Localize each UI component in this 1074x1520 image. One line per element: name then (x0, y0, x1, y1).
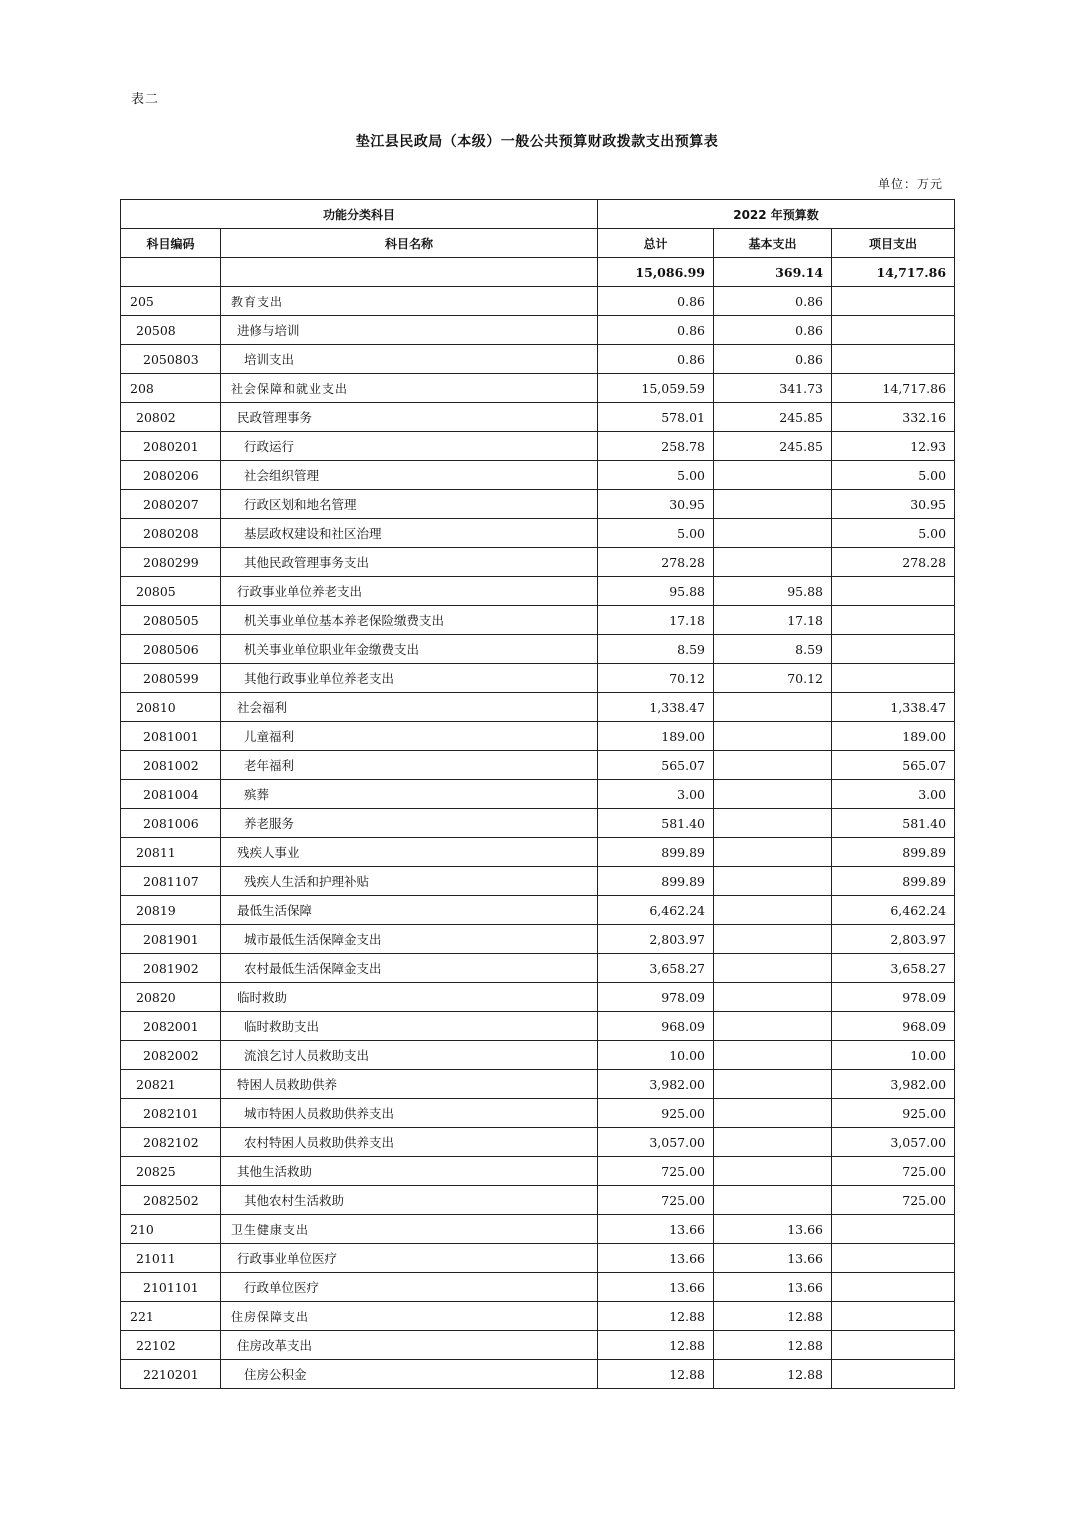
cell-name: 机关事业单位基本养老保险缴费支出 (221, 606, 598, 635)
cell-project: 189.00 (832, 722, 955, 751)
cell-project (832, 287, 955, 316)
cell-total: 2,803.97 (598, 925, 714, 954)
cell-basic (714, 490, 832, 519)
cell-basic: 17.18 (714, 606, 832, 635)
table-row (121, 1302, 955, 1331)
table-row (121, 896, 955, 925)
cell-total: 13.66 (598, 1244, 714, 1273)
cell-name: 行政运行 (221, 432, 598, 461)
cell-basic (714, 461, 832, 490)
cell-code: 2082001 (121, 1012, 221, 1041)
table-row (121, 1331, 955, 1360)
table-row (121, 287, 955, 316)
cell-basic: 341.73 (714, 374, 832, 403)
table-row (121, 954, 955, 983)
cell-code: 2080208 (121, 519, 221, 548)
cell-total: 899.89 (598, 867, 714, 896)
cell-basic (714, 519, 832, 548)
cell-name: 培训支出 (221, 345, 598, 374)
cell-project: 978.09 (832, 983, 955, 1012)
table-row (121, 1157, 955, 1186)
totals-basic-cell: 369.14 (714, 258, 832, 287)
cell-total: 12.88 (598, 1360, 714, 1389)
table-header (121, 200, 955, 258)
table-row (121, 461, 955, 490)
cell-project: 14,717.86 (832, 374, 955, 403)
cell-basic: 0.86 (714, 345, 832, 374)
cell-code: 20805 (121, 577, 221, 606)
cell-name: 老年福利 (221, 751, 598, 780)
table-row (121, 1244, 955, 1273)
cell-total: 725.00 (598, 1157, 714, 1186)
table-row (121, 838, 955, 867)
table-row (121, 606, 955, 635)
header-group-row (121, 200, 955, 229)
cell-name: 卫生健康支出 (221, 1215, 598, 1244)
cell-code: 20508 (121, 316, 221, 345)
cell-basic (714, 722, 832, 751)
cell-project (832, 606, 955, 635)
cell-code: 2082002 (121, 1041, 221, 1070)
cell-basic (714, 838, 832, 867)
table-row (121, 403, 955, 432)
header-code: 科目编码 (121, 229, 221, 258)
cell-basic (714, 983, 832, 1012)
cell-name: 残疾人事业 (221, 838, 598, 867)
cell-name: 住房公积金 (221, 1360, 598, 1389)
cell-code: 2080206 (121, 461, 221, 490)
cell-name: 养老服务 (221, 809, 598, 838)
table-row (121, 577, 955, 606)
cell-project (832, 1244, 955, 1273)
table-row (121, 1012, 955, 1041)
cell-project (832, 345, 955, 374)
cell-basic (714, 548, 832, 577)
cell-project: 10.00 (832, 1041, 955, 1070)
cell-code: 2081902 (121, 954, 221, 983)
cell-name: 教育支出 (221, 287, 598, 316)
cell-basic: 70.12 (714, 664, 832, 693)
cell-total: 95.88 (598, 577, 714, 606)
cell-name: 住房改革支出 (221, 1331, 598, 1360)
cell-basic (714, 780, 832, 809)
cell-total: 70.12 (598, 664, 714, 693)
cell-basic (714, 751, 832, 780)
cell-total: 3,658.27 (598, 954, 714, 983)
cell-total: 5.00 (598, 461, 714, 490)
cell-basic (714, 896, 832, 925)
cell-project: 5.00 (832, 519, 955, 548)
cell-code: 21011 (121, 1244, 221, 1273)
table-row (121, 664, 955, 693)
header-total: 总计 (598, 229, 714, 258)
cell-code: 20802 (121, 403, 221, 432)
cell-project: 278.28 (832, 548, 955, 577)
cell-name: 临时救助支出 (221, 1012, 598, 1041)
cell-project: 725.00 (832, 1157, 955, 1186)
header-project: 项目支出 (832, 229, 955, 258)
cell-name: 行政单位医疗 (221, 1273, 598, 1302)
header-column-row (121, 229, 955, 258)
cell-project: 1,338.47 (832, 693, 955, 722)
table-row (121, 1041, 955, 1070)
table-row (121, 548, 955, 577)
cell-name: 其他行政事业单位养老支出 (221, 664, 598, 693)
cell-code: 2081002 (121, 751, 221, 780)
cell-project: 5.00 (832, 461, 955, 490)
cell-project: 899.89 (832, 838, 955, 867)
cell-name: 农村最低生活保障金支出 (221, 954, 598, 983)
cell-basic (714, 1186, 832, 1215)
cell-code: 2080201 (121, 432, 221, 461)
cell-basic (714, 925, 832, 954)
cell-total: 10.00 (598, 1041, 714, 1070)
cell-code: 2080506 (121, 635, 221, 664)
cell-total: 3,057.00 (598, 1128, 714, 1157)
cell-total: 581.40 (598, 809, 714, 838)
totals-code-cell (121, 258, 221, 287)
table-row (121, 1215, 955, 1244)
cell-project (832, 1273, 955, 1302)
table-row (121, 345, 955, 374)
table-row (121, 374, 955, 403)
cell-project: 3,057.00 (832, 1128, 955, 1157)
cell-total: 258.78 (598, 432, 714, 461)
table-row (121, 519, 955, 548)
table-row (121, 693, 955, 722)
cell-basic (714, 1070, 832, 1099)
cell-basic (714, 1128, 832, 1157)
cell-total: 565.07 (598, 751, 714, 780)
document-title: 垫江县民政局（本级）一般公共预算财政拨款支出预算表 (355, 134, 719, 150)
cell-code: 2082502 (121, 1186, 221, 1215)
cell-name: 行政事业单位养老支出 (221, 577, 598, 606)
cell-code: 20811 (121, 838, 221, 867)
cell-total: 8.59 (598, 635, 714, 664)
budget-table (120, 199, 955, 1389)
cell-basic: 245.85 (714, 432, 832, 461)
cell-basic: 95.88 (714, 577, 832, 606)
cell-project (832, 1302, 955, 1331)
cell-name: 流浪乞讨人员救助支出 (221, 1041, 598, 1070)
cell-project: 565.07 (832, 751, 955, 780)
cell-project (832, 1331, 955, 1360)
cell-code: 2080599 (121, 664, 221, 693)
table-row (121, 1128, 955, 1157)
cell-basic (714, 1099, 832, 1128)
cell-basic: 13.66 (714, 1215, 832, 1244)
cell-project (832, 664, 955, 693)
table-body (121, 258, 955, 1389)
cell-project: 3,658.27 (832, 954, 955, 983)
table-row (121, 316, 955, 345)
cell-project (832, 316, 955, 345)
header-function-classification: 功能分类科目 (121, 200, 598, 229)
cell-name: 机关事业单位职业年金缴费支出 (221, 635, 598, 664)
cell-basic: 0.86 (714, 316, 832, 345)
cell-total: 3.00 (598, 780, 714, 809)
table-row (121, 809, 955, 838)
cell-code: 20825 (121, 1157, 221, 1186)
cell-name: 其他农村生活救助 (221, 1186, 598, 1215)
cell-name: 儿童福利 (221, 722, 598, 751)
cell-code: 2080299 (121, 548, 221, 577)
cell-code: 2080505 (121, 606, 221, 635)
cell-total: 30.95 (598, 490, 714, 519)
cell-code: 2081006 (121, 809, 221, 838)
cell-code: 2081107 (121, 867, 221, 896)
cell-total: 725.00 (598, 1186, 714, 1215)
table-row (121, 635, 955, 664)
cell-project (832, 635, 955, 664)
table-number-label: 表二 (131, 92, 160, 107)
unit-label: 单位：万元 (877, 177, 943, 191)
cell-name: 进修与培训 (221, 316, 598, 345)
cell-project: 3.00 (832, 780, 955, 809)
cell-project: 2,803.97 (832, 925, 955, 954)
cell-project: 30.95 (832, 490, 955, 519)
table-row (121, 1186, 955, 1215)
cell-total: 278.28 (598, 548, 714, 577)
cell-total: 5.00 (598, 519, 714, 548)
table-row (121, 1273, 955, 1302)
cell-name: 社会组织管理 (221, 461, 598, 490)
cell-project: 12.93 (832, 432, 955, 461)
table-row (121, 925, 955, 954)
cell-code: 20820 (121, 983, 221, 1012)
cell-project: 6,462.24 (832, 896, 955, 925)
table-row (121, 1070, 955, 1099)
cell-code: 20819 (121, 896, 221, 925)
cell-total: 899.89 (598, 838, 714, 867)
cell-project: 725.00 (832, 1186, 955, 1215)
cell-name: 临时救助 (221, 983, 598, 1012)
cell-name: 行政事业单位医疗 (221, 1244, 598, 1273)
table-row (121, 490, 955, 519)
cell-project (832, 577, 955, 606)
cell-code: 2082101 (121, 1099, 221, 1128)
cell-basic: 0.86 (714, 287, 832, 316)
cell-total: 12.88 (598, 1331, 714, 1360)
cell-code: 2101101 (121, 1273, 221, 1302)
cell-name: 基层政权建设和社区治理 (221, 519, 598, 548)
table-row (121, 867, 955, 896)
cell-name: 其他民政管理事务支出 (221, 548, 598, 577)
cell-name: 城市最低生活保障金支出 (221, 925, 598, 954)
totals-total-cell: 15,086.99 (598, 258, 714, 287)
table-row (121, 432, 955, 461)
cell-total: 578.01 (598, 403, 714, 432)
cell-project: 925.00 (832, 1099, 955, 1128)
totals-name-cell (221, 258, 598, 287)
cell-name: 殡葬 (221, 780, 598, 809)
totals-row (121, 258, 955, 287)
cell-name: 农村特困人员救助供养支出 (221, 1128, 598, 1157)
cell-basic: 13.66 (714, 1273, 832, 1302)
cell-total: 13.66 (598, 1215, 714, 1244)
cell-code: 20821 (121, 1070, 221, 1099)
cell-name: 城市特困人员救助供养支出 (221, 1099, 598, 1128)
cell-total: 17.18 (598, 606, 714, 635)
table-row (121, 780, 955, 809)
cell-basic (714, 809, 832, 838)
cell-total: 968.09 (598, 1012, 714, 1041)
cell-code: 2081004 (121, 780, 221, 809)
cell-total: 6,462.24 (598, 896, 714, 925)
cell-project: 332.16 (832, 403, 955, 432)
cell-code: 2080207 (121, 490, 221, 519)
cell-total: 0.86 (598, 316, 714, 345)
table-row (121, 1360, 955, 1389)
cell-name: 社会福利 (221, 693, 598, 722)
cell-basic (714, 1012, 832, 1041)
table-row (121, 983, 955, 1012)
header-budget-year: 2022 年预算数 (598, 200, 955, 229)
cell-total: 3,982.00 (598, 1070, 714, 1099)
cell-basic (714, 1041, 832, 1070)
cell-code: 2081001 (121, 722, 221, 751)
cell-total: 925.00 (598, 1099, 714, 1128)
cell-total: 978.09 (598, 983, 714, 1012)
cell-total: 12.88 (598, 1302, 714, 1331)
totals-project-cell: 14,717.86 (832, 258, 955, 287)
cell-project (832, 1360, 955, 1389)
cell-basic: 12.88 (714, 1302, 832, 1331)
cell-name: 最低生活保障 (221, 896, 598, 925)
table-row (121, 1099, 955, 1128)
cell-code: 208 (121, 374, 221, 403)
cell-total: 0.86 (598, 287, 714, 316)
cell-code: 2081901 (121, 925, 221, 954)
cell-code: 20810 (121, 693, 221, 722)
table-row (121, 751, 955, 780)
cell-basic: 12.88 (714, 1331, 832, 1360)
cell-project: 581.40 (832, 809, 955, 838)
cell-code: 2082102 (121, 1128, 221, 1157)
table-row (121, 722, 955, 751)
cell-name: 行政区划和地名管理 (221, 490, 598, 519)
cell-name: 社会保障和就业支出 (221, 374, 598, 403)
cell-name: 其他生活救助 (221, 1157, 598, 1186)
cell-code: 22102 (121, 1331, 221, 1360)
cell-basic (714, 954, 832, 983)
cell-basic (714, 693, 832, 722)
cell-basic: 245.85 (714, 403, 832, 432)
cell-project: 899.89 (832, 867, 955, 896)
cell-code: 2050803 (121, 345, 221, 374)
cell-basic: 12.88 (714, 1360, 832, 1389)
cell-name: 住房保障支出 (221, 1302, 598, 1331)
cell-basic: 8.59 (714, 635, 832, 664)
header-basic: 基本支出 (714, 229, 832, 258)
cell-basic: 13.66 (714, 1244, 832, 1273)
cell-total: 15,059.59 (598, 374, 714, 403)
cell-code: 221 (121, 1302, 221, 1331)
cell-total: 1,338.47 (598, 693, 714, 722)
cell-code: 2210201 (121, 1360, 221, 1389)
cell-basic (714, 867, 832, 896)
cell-total: 0.86 (598, 345, 714, 374)
header-name: 科目名称 (221, 229, 598, 258)
cell-total: 189.00 (598, 722, 714, 751)
cell-total: 13.66 (598, 1273, 714, 1302)
cell-project (832, 1215, 955, 1244)
cell-code: 210 (121, 1215, 221, 1244)
cell-code: 205 (121, 287, 221, 316)
cell-name: 民政管理事务 (221, 403, 598, 432)
cell-name: 特困人员救助供养 (221, 1070, 598, 1099)
cell-basic (714, 1157, 832, 1186)
cell-project: 968.09 (832, 1012, 955, 1041)
cell-name: 残疾人生活和护理补贴 (221, 867, 598, 896)
cell-project: 3,982.00 (832, 1070, 955, 1099)
